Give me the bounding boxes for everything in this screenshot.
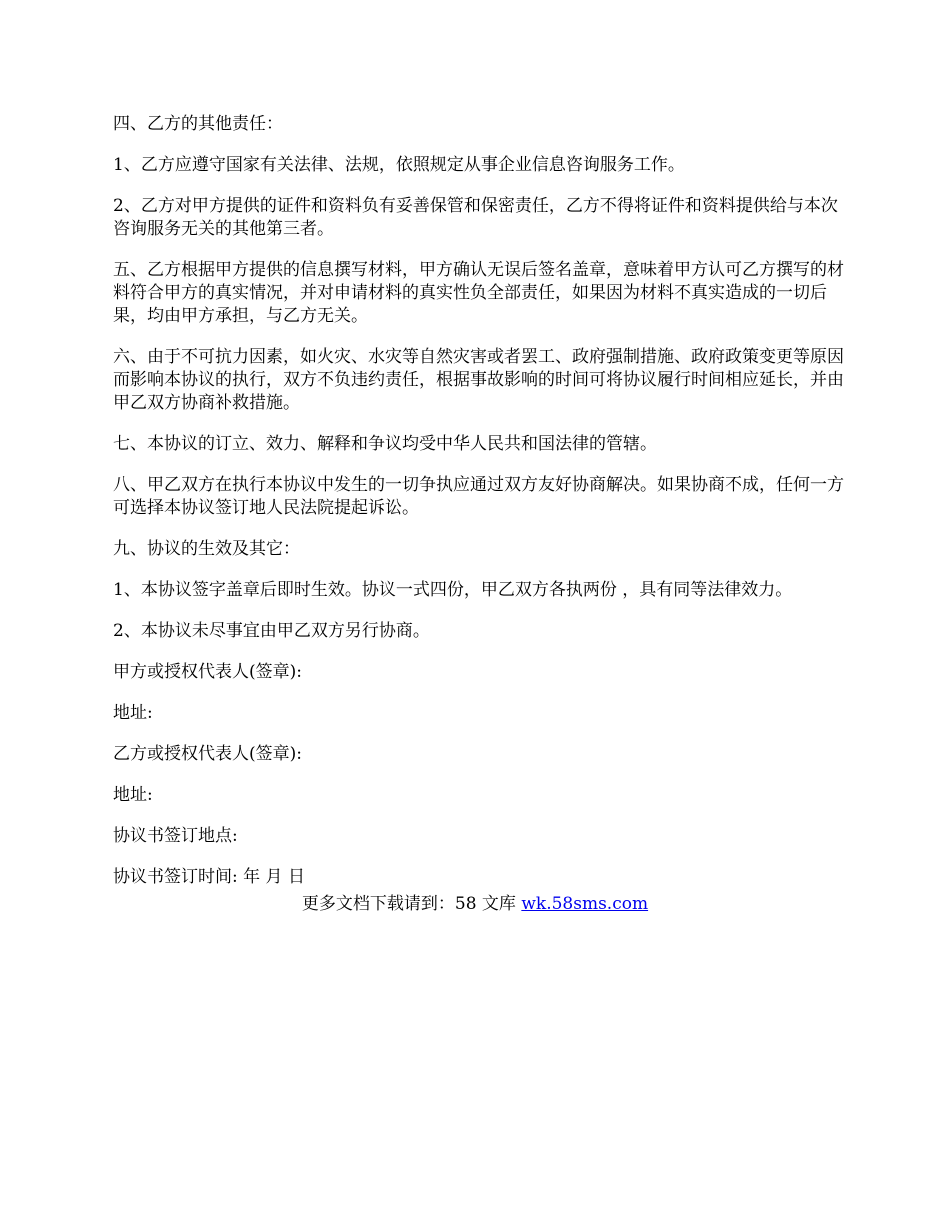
document-body xyxy=(113,113,848,907)
party-a-signature-line: 甲方或授权代表人(签章): xyxy=(113,662,302,682)
signing-place-line: 协议书签订地点: xyxy=(113,826,238,846)
signing-date-line: 协议书签订时间: 年 月 日 xyxy=(113,867,305,887)
section-seven: 七、本协议的订立、效力、解释和争议均受中华人民共和国法律的管辖。 xyxy=(113,434,657,454)
section-six: 六、由于不可抗力因素，如火灾、水灾等自然灾害或者罢工、政府强制措施、政府政策变更等原因而影响本协议的执行，双方不负违约责任，根据事故影响的时间可将协议履行时间相应延长，并由甲乙双方协商补救措施。 xyxy=(113,347,844,413)
section-eight: 八、甲乙双方在执行本协议中发生的一切争执应通过双方友好协商解决。如果协商不成，任何一方可选择本协议签订地人民法院提起诉讼。 xyxy=(113,475,844,518)
clause-nine-1: 1、本协议签字盖章后即时生效。协议一式四份，甲乙双方各执两份 ，具有同等法律效力。 xyxy=(113,580,793,600)
footer xyxy=(0,893,950,916)
clause-four-1: 1、乙方应遵守国家有关法律、法规，依照规定从事企业信息咨询服务工作。 xyxy=(113,155,685,175)
clause-nine-2: 2、本协议未尽事宜由甲乙双方另行协商。 xyxy=(113,621,430,641)
party-b-signature-line: 乙方或授权代表人(签章): xyxy=(113,744,302,764)
clause-four-2: 2、乙方对甲方提供的证件和资料负有妥善保管和保密责任，乙方不得将证件和资料提供给与本次咨询服务无关的其他第三者。 xyxy=(113,196,838,239)
section-four-heading: 四、乙方的其他责任： xyxy=(113,114,283,134)
section-nine-heading: 九、协议的生效及其它： xyxy=(113,539,300,559)
footer-link[interactable]: wk.58sms.com xyxy=(521,894,649,914)
footer-text: 更多文档下载请到：58 文库 xyxy=(301,894,522,914)
section-five: 五、乙方根据甲方提供的信息撰写材料，甲方确认无误后签名盖章，意味着甲方认可乙方撰写的材料符合甲方的真实情况，并对申请材料的真实性负全部责任，如果因为材料不真实造成的一切后果，均由甲方承担，与乙方无关。 xyxy=(113,260,844,326)
party-a-address-line: 地址: xyxy=(113,703,153,723)
party-b-address-line: 地址: xyxy=(113,785,153,805)
